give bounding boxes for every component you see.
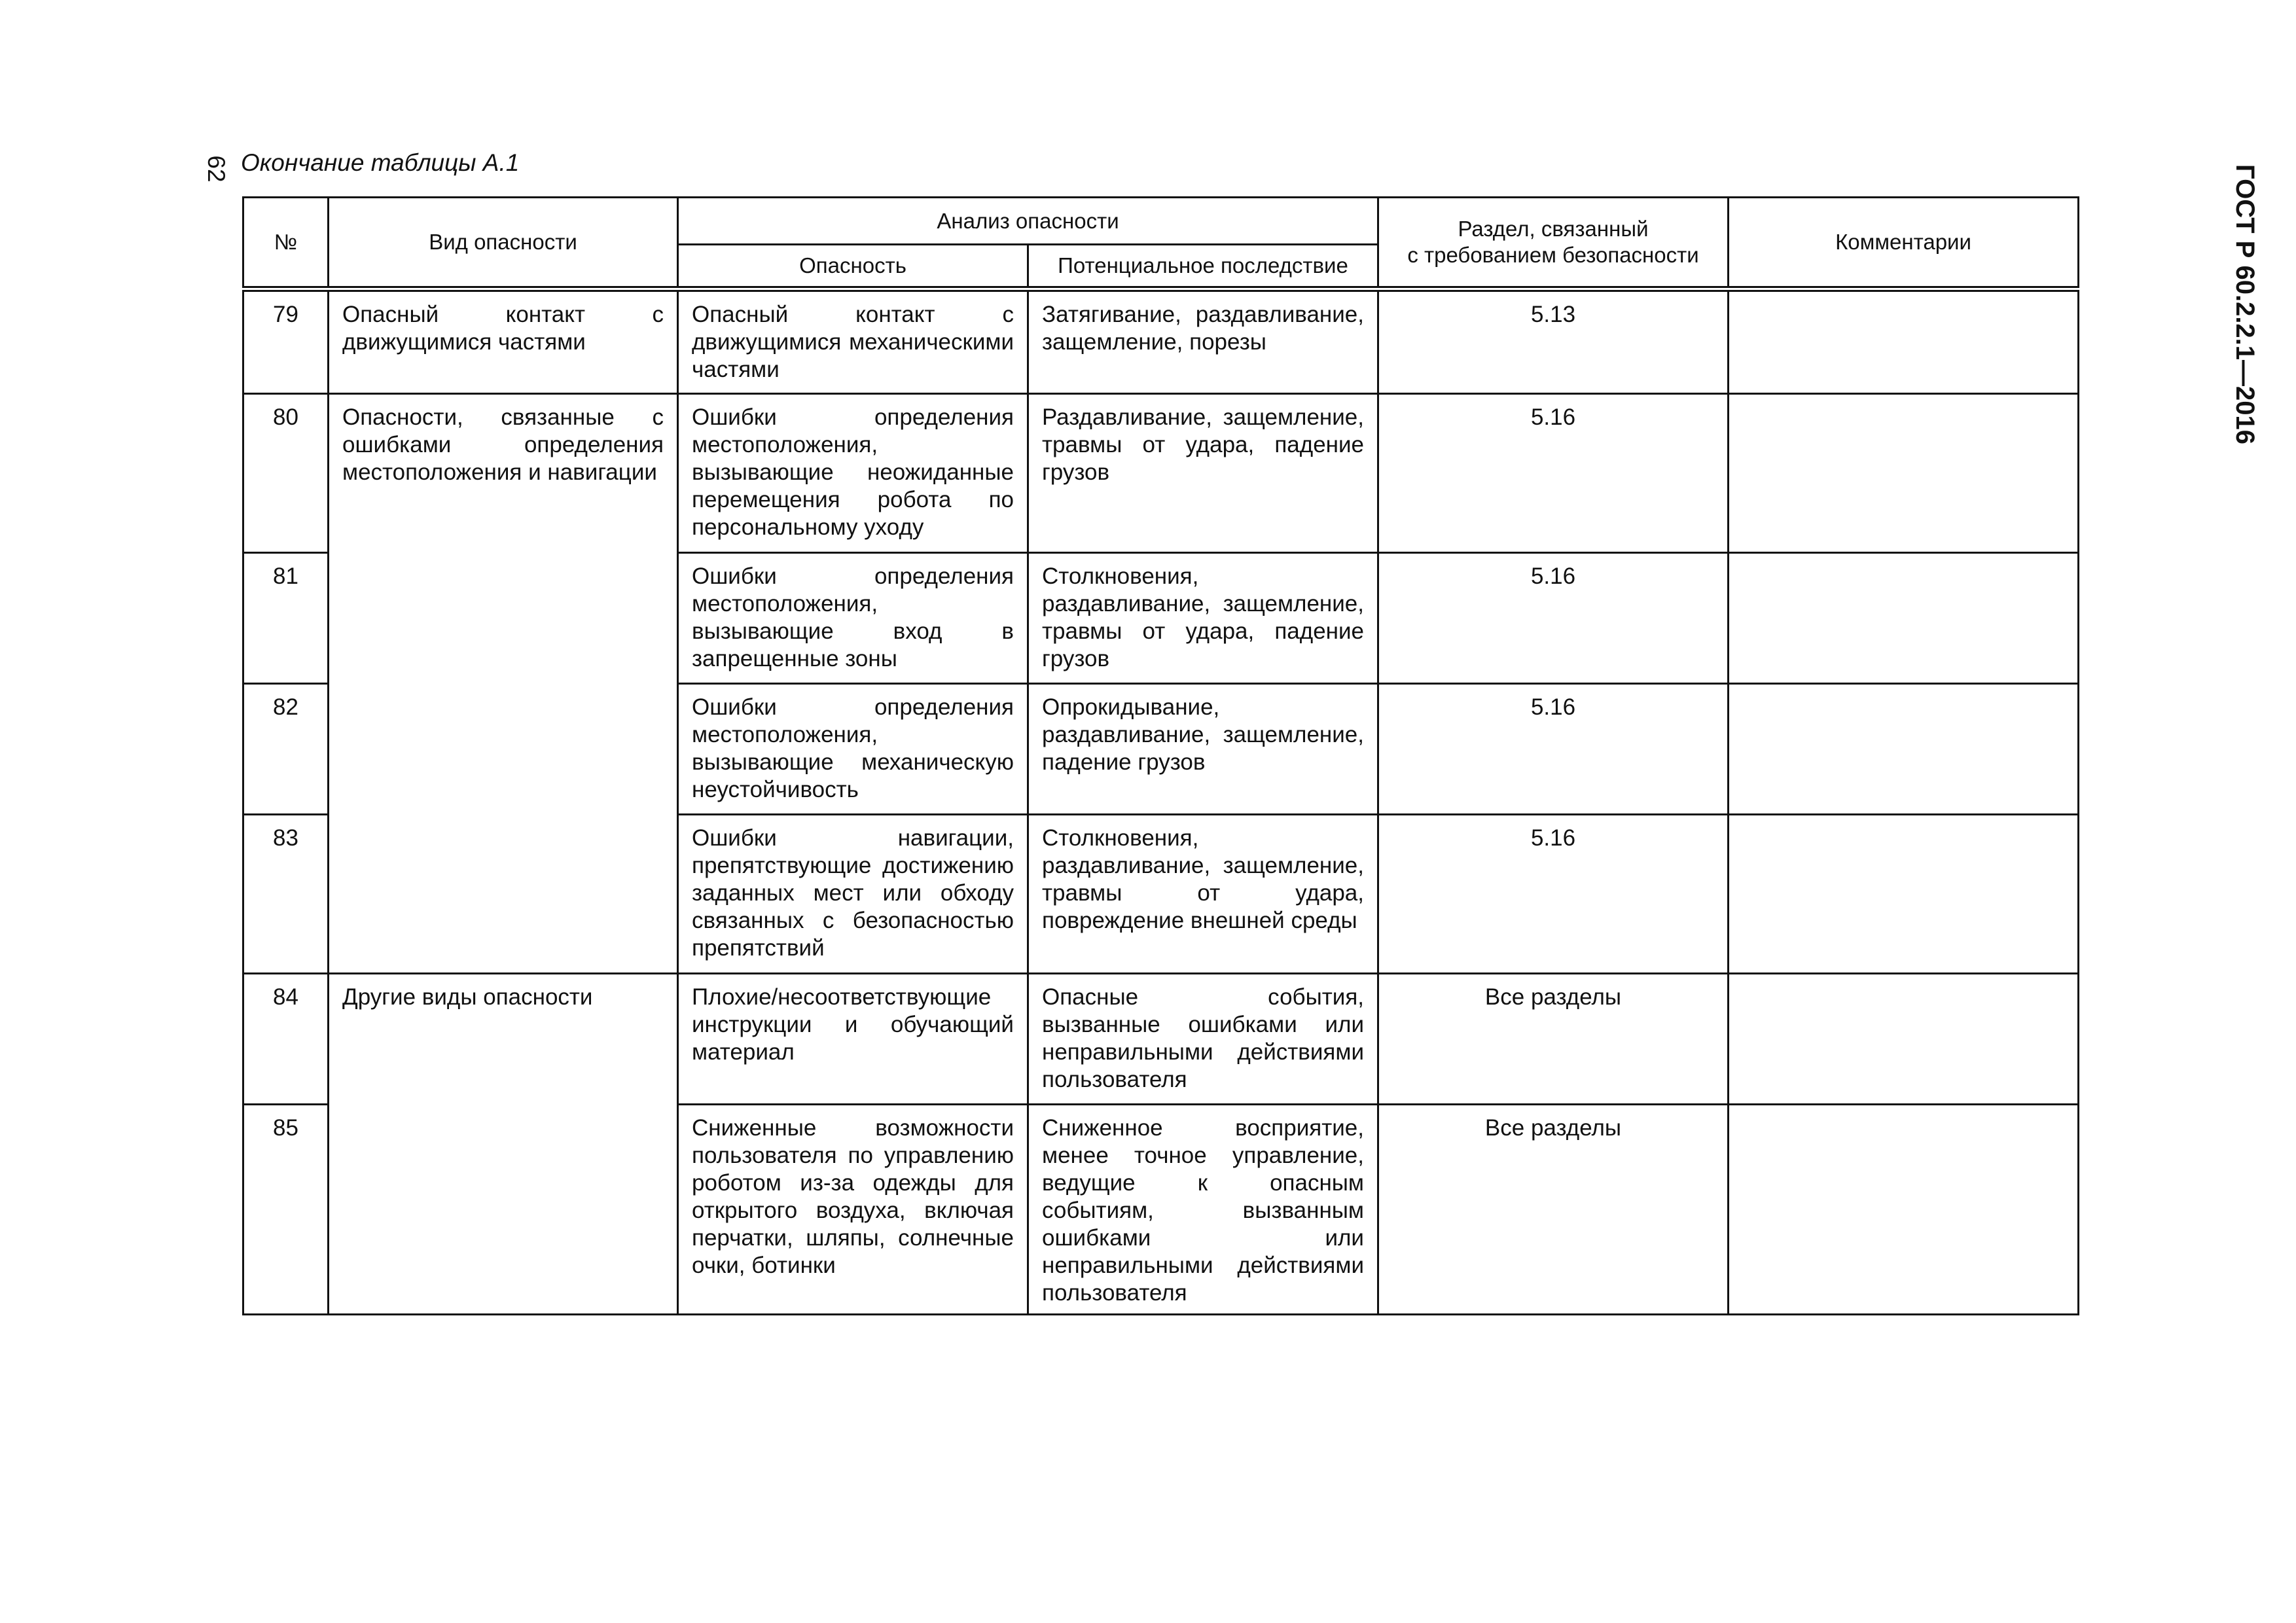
hazard-cell: Ошибки определения местоположения, вызывающие неожиданные перемещения робота по персональному уходу: [678, 394, 1028, 553]
comments-cell: [1729, 815, 2079, 974]
hazard-cell: Ошибки определения местоположения, вызывающие вход в запрещенные зоны: [678, 553, 1028, 684]
consequence-cell: Затягивание, раздавливание, защемление, порезы: [1028, 289, 1378, 394]
consequence-cell: Столкновения, раздавливание, защемление, травмы от удара, падение грузов: [1028, 553, 1378, 684]
comments-cell: [1729, 394, 2079, 553]
comments-cell: [1729, 1105, 2079, 1315]
table-row: [243, 394, 2079, 553]
consequence-cell: Опрокидывание, раздавливание, защемление, падение грузов: [1028, 684, 1378, 815]
hazard-type-cell: Другие виды опасности: [329, 974, 678, 1315]
comments-cell: [1729, 553, 2079, 684]
section-cell: 5.16: [1378, 815, 1729, 974]
comments-cell: [1729, 974, 2079, 1105]
table-row: [243, 974, 2079, 1105]
table-caption: Окончание таблицы А.1: [241, 149, 520, 176]
header-section: Раздел, связанный с требованием безопасности: [1378, 198, 1729, 289]
hazard-cell: Опасный контакт с движущимися механическими частями: [678, 289, 1028, 394]
hazard-type-cell: Опасности, связанные с ошибками определения местоположения и навигации: [329, 394, 678, 974]
section-cell: Все разделы: [1378, 1105, 1729, 1315]
row-num: 83: [243, 815, 329, 974]
header-analysis: Анализ опасности: [678, 198, 1378, 245]
hazard-cell: Ошибки навигации, препятствующие достижению заданных мест или обходу связанных с безопасностью препятствий: [678, 815, 1028, 974]
row-num: 85: [243, 1105, 329, 1315]
page-number: 62: [203, 155, 230, 183]
row-num: 82: [243, 684, 329, 815]
comments-cell: [1729, 684, 2079, 815]
row-num: 81: [243, 553, 329, 684]
header-hazard: Опасность: [678, 245, 1028, 289]
consequence-cell: Опасные события, вызванные ошибками или неправильными действиями пользователя: [1028, 974, 1378, 1105]
header-consequence: Потенциальное последствие: [1028, 245, 1378, 289]
header-comments: Комментарии: [1729, 198, 2079, 289]
hazard-cell: Плохие/несоответствующие инструкции и обучающий материал: [678, 974, 1028, 1105]
section-cell: 5.16: [1378, 394, 1729, 553]
consequence-cell: Сниженное восприятие, менее точное управление, ведущие к опасным событиям, вызванным ошибками или неправильными действиями пользователя: [1028, 1105, 1378, 1315]
section-cell: Все разделы: [1378, 974, 1729, 1105]
section-cell: 5.13: [1378, 289, 1729, 394]
consequence-cell: Столкновения, раздавливание, защемление, травмы от удара, повреждение внешней среды: [1028, 815, 1378, 974]
table-row: [243, 289, 2079, 394]
row-num: 80: [243, 394, 329, 553]
comments-cell: [1729, 289, 2079, 394]
hazard-type-cell: Опасный контакт с движущимися частями: [329, 289, 678, 394]
header-num: №: [243, 198, 329, 289]
hazard-cell: Сниженные возможности пользователя по управлению роботом из-за одежды для открытого воздуха, включая перчатки, шляпы, солнечные очки, ботинки: [678, 1105, 1028, 1315]
standard-code: ГОСТ Р 60.2.2.1—2016: [2231, 164, 2259, 445]
consequence-cell: Раздавливание, защемление, травмы от удара, падение грузов: [1028, 394, 1378, 553]
row-num: 84: [243, 974, 329, 1105]
section-cell: 5.16: [1378, 553, 1729, 684]
header-hazard-type: Вид опасности: [329, 198, 678, 289]
section-cell: 5.16: [1378, 684, 1729, 815]
row-num: 79: [243, 289, 329, 394]
hazard-table: [242, 196, 2079, 1315]
hazard-cell: Ошибки определения местоположения, вызывающие механическую неустойчивость: [678, 684, 1028, 815]
